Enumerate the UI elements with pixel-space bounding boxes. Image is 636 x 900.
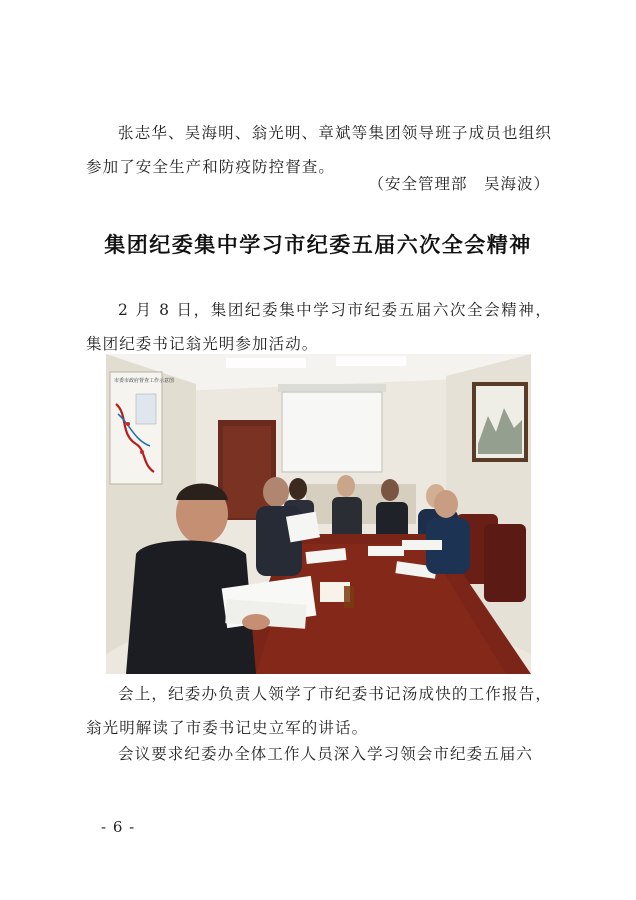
meeting-photo [106,354,531,674]
wall-map-title: 市委市政府督查工作示意图 [114,378,175,384]
projection-screen [282,392,382,472]
paragraph-inspection-participants: 张志华、吴海明、翁光明、章斌等集团领导班子成员也组织参加了安全生产和防疫防控督查。 [86,124,552,176]
page-number: - 6 - [101,818,136,836]
paragraph-meeting-content: 会上，纪委办负责人领学了市纪委书记汤成快的工作报告，翁光明解读了市委书记史立军的讲话。 [86,685,552,737]
author-byline: （安全管理部 吴海波） [368,175,550,193]
paragraph-event-intro: 2 月 8 日，集团纪委集中学习市纪委五届六次全会精神，集团纪委书记翁光明参加活动。 [86,301,552,353]
article-title: 集团纪委集中学习市纪委五届六次全会精神 [104,232,532,257]
paragraph-meeting-requirement: 会议要求纪委办全体工作人员深入学习领会市纪委五届六 [118,745,534,763]
